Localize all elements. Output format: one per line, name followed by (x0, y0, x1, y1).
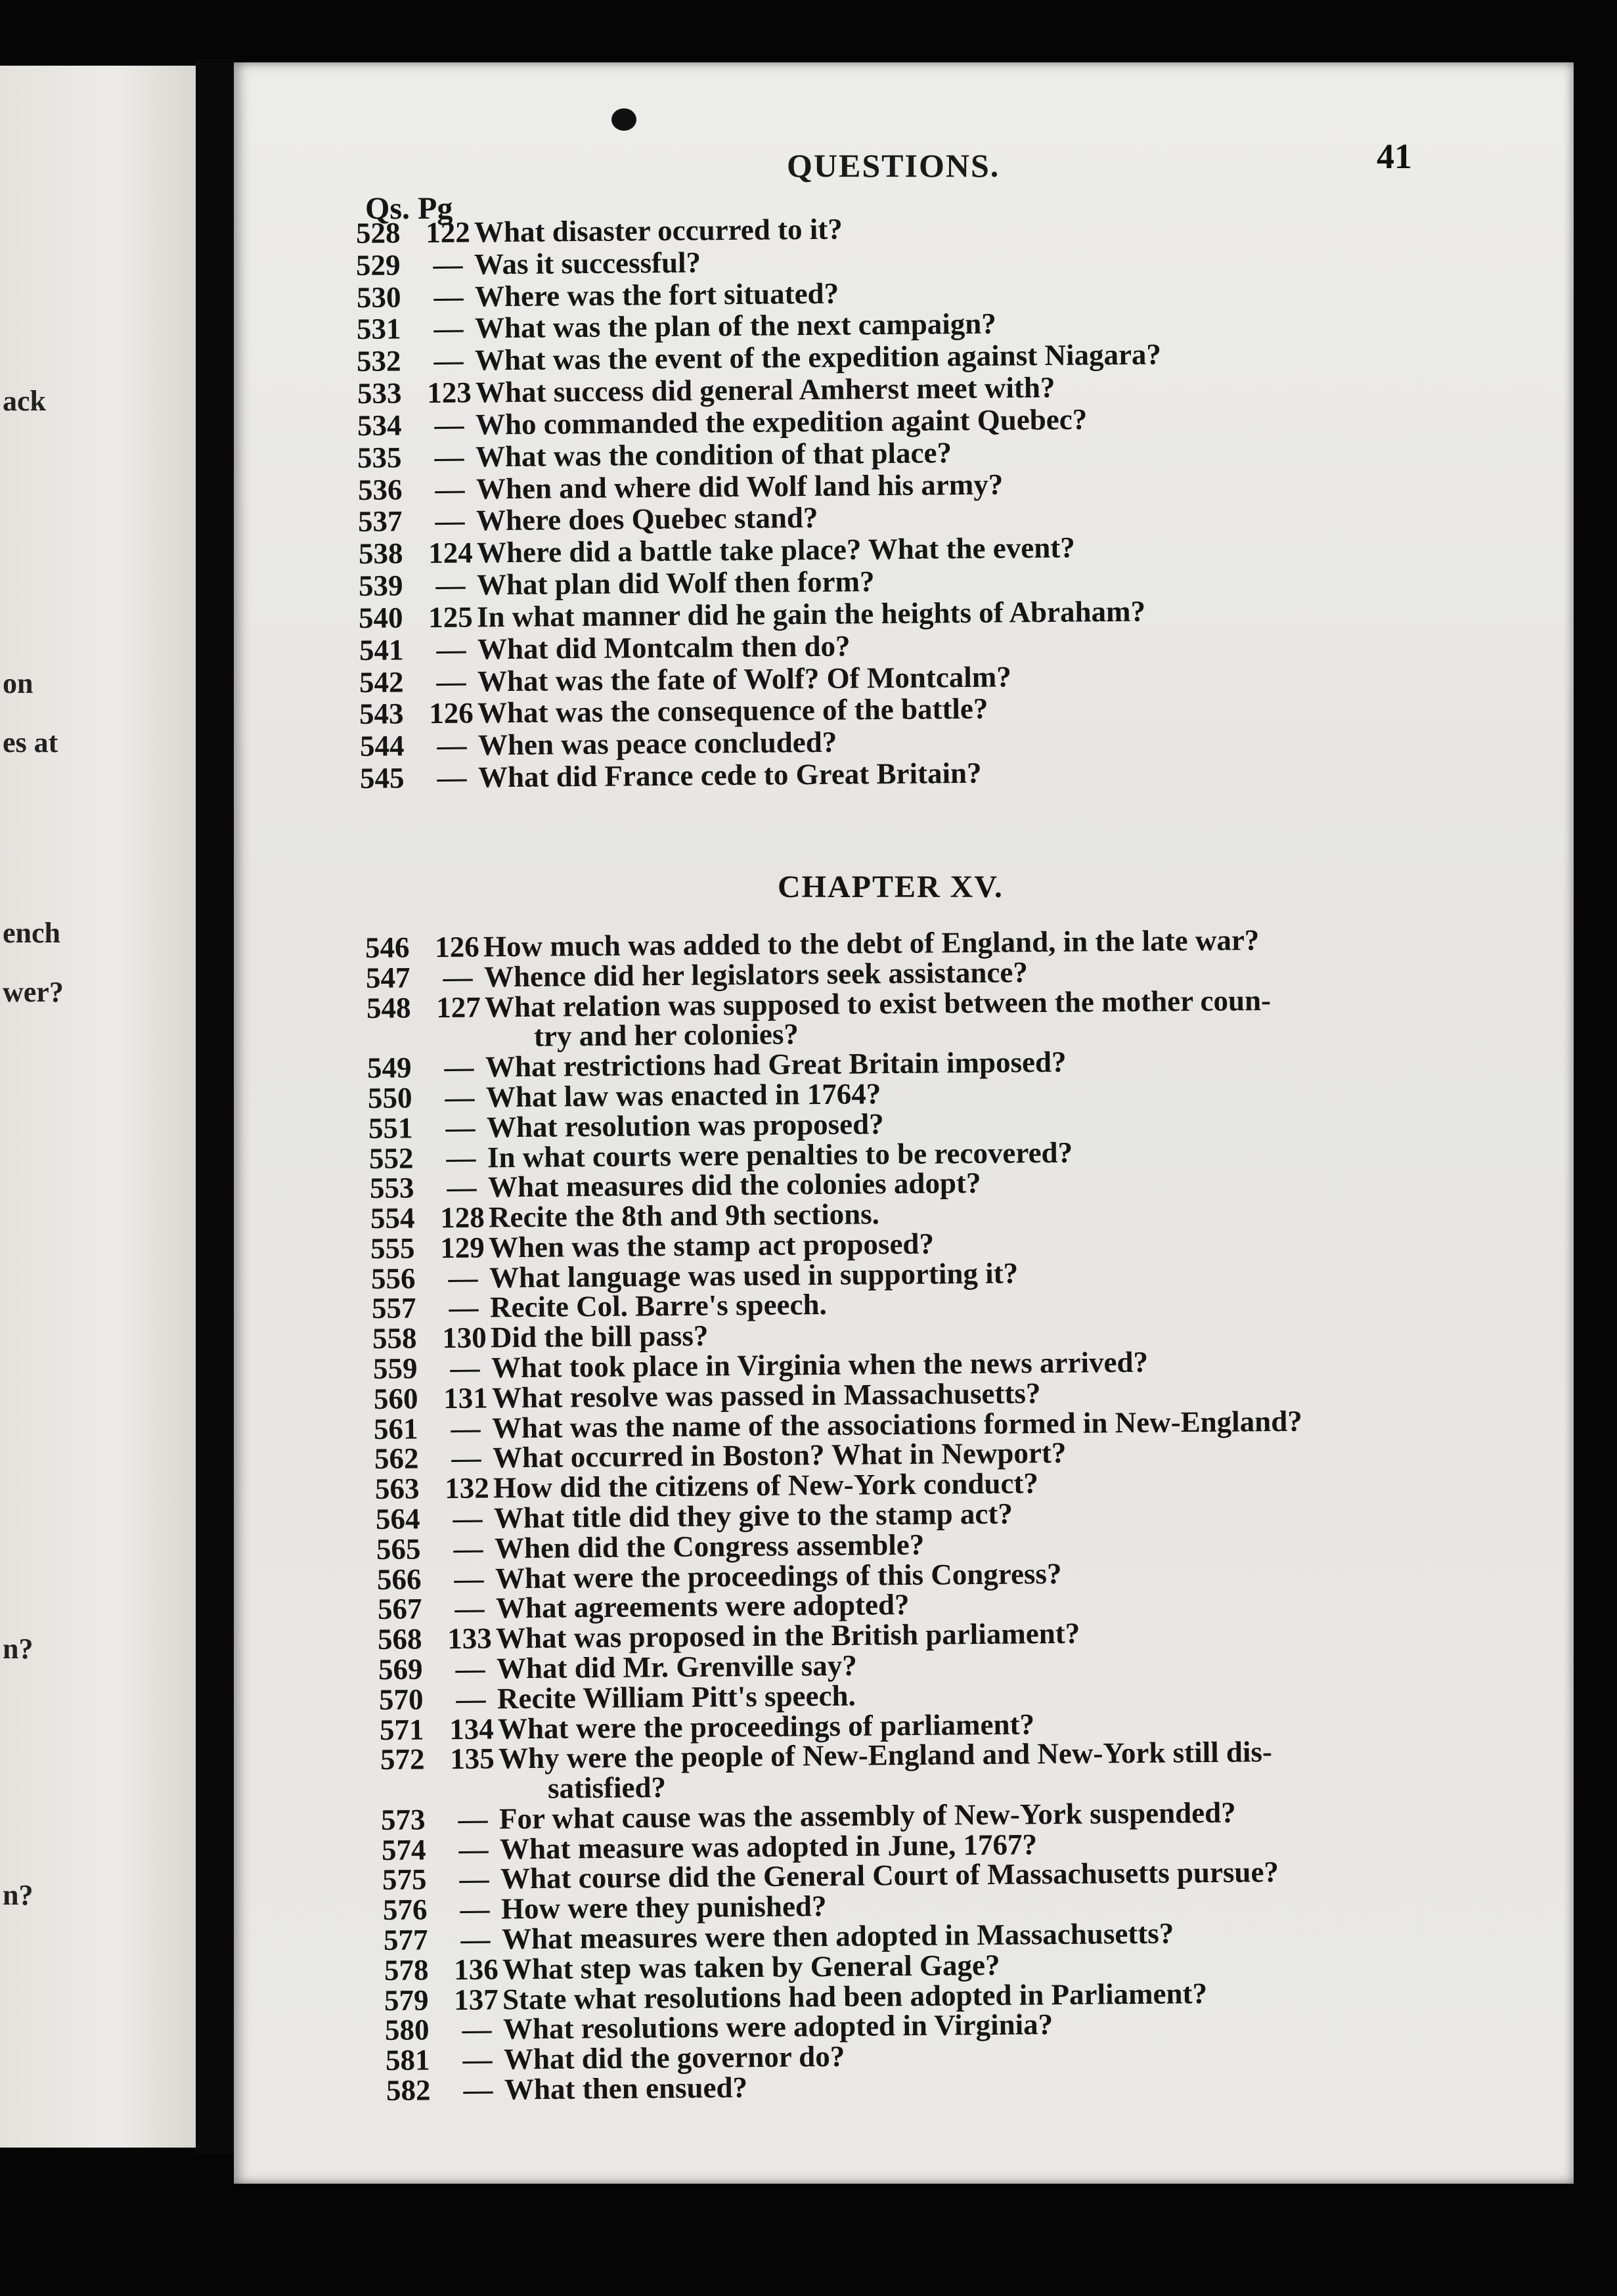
question-text: try and her colonies? (533, 1017, 799, 1053)
page-reference: — (451, 1441, 482, 1475)
question-text: Did the bill pass? (490, 1319, 709, 1354)
page-reference: — (444, 1050, 475, 1084)
page-reference: 127 (435, 990, 481, 1024)
page-reference: — (458, 1802, 489, 1836)
question-number: 555 (370, 1231, 416, 1265)
question-number: 532 (357, 344, 402, 378)
page-reference: — (433, 248, 464, 281)
question-number: 563 (374, 1472, 420, 1506)
question-text: Where does Quebec stand? (476, 501, 818, 537)
question-text: What did France cede to Great Britain? (477, 756, 982, 794)
question-number: 546 (365, 931, 410, 964)
page-reference: 133 (447, 1622, 493, 1656)
question-text: How were they punished? (500, 1889, 827, 1926)
question-text: What resolutions were adopted in Virginia? (503, 2008, 1053, 2046)
page-reference: — (460, 1892, 490, 1926)
question-text: Recite William Pitt's speech. (497, 1679, 856, 1715)
page-reference: — (433, 343, 464, 378)
question-text: Recite the 8th and 9th sections. (488, 1197, 879, 1234)
question-number: 574 (382, 1833, 426, 1866)
page-reference: — (436, 665, 466, 698)
question-text: What were the proceedings of this Congress? (495, 1556, 1062, 1595)
page-reference: — (450, 1351, 480, 1385)
question-text: What did Mr. Grenville say? (496, 1648, 858, 1685)
page-reference: — (455, 1652, 485, 1685)
question-number: 559 (372, 1352, 418, 1386)
question-number: 547 (365, 961, 410, 994)
page-reference: — (447, 1170, 477, 1204)
page-reference: 131 (443, 1381, 488, 1415)
question-number: 580 (385, 2013, 430, 2047)
page-reference: 124 (428, 536, 473, 570)
question-text: What measures were then adopted in Massachusetts? (501, 1916, 1174, 1956)
page-reference: — (434, 408, 464, 441)
page-reference: — (456, 1682, 486, 1715)
page-reference: — (454, 1591, 485, 1625)
question-text: Who commanded the expedition againt Quebec? (475, 403, 1088, 441)
question-number: 570 (378, 1683, 424, 1716)
left-page-fragment: ench (3, 917, 60, 949)
question-number: 541 (359, 633, 404, 667)
question-text: What plan did Wolf then form? (476, 565, 875, 602)
question-number: 569 (378, 1652, 423, 1686)
page-reference: 128 (439, 1201, 485, 1235)
question-number: 553 (369, 1171, 414, 1205)
question-number: 531 (356, 312, 401, 346)
question-number: 573 (381, 1803, 426, 1836)
question-number: 536 (357, 472, 403, 506)
question-text: What occurred in Boston? What in Newport? (493, 1436, 1067, 1474)
question-text: What resolution was proposed? (486, 1107, 884, 1144)
page-reference: 126 (429, 696, 474, 730)
question-number: 572 (380, 1742, 425, 1777)
question-number: 564 (375, 1502, 420, 1535)
question-number: 578 (384, 1953, 429, 1987)
question-number: 565 (376, 1532, 421, 1566)
ink-blot (611, 108, 636, 131)
question-text: Where was the fort situated? (474, 276, 839, 313)
question-number: 552 (368, 1141, 414, 1175)
question-number: 529 (356, 248, 401, 282)
page-reference: — (462, 2012, 493, 2046)
question-number: 537 (357, 504, 403, 539)
question-text: Was it successful? (474, 246, 701, 281)
question-number: 533 (357, 376, 402, 410)
question-text: What relation was supposed to exist between the mother coun- (484, 983, 1271, 1024)
question-text: What measures did the colonies adopt? (487, 1166, 981, 1204)
left-page-fragment: wer? (3, 976, 64, 1008)
question-text: What took place in Virginia when the news arrived? (491, 1345, 1148, 1384)
question-text: What step was taken by General Gage? (502, 1948, 1000, 1986)
question-text: What course did the General Court of Massachusetts pursue? (500, 1855, 1279, 1895)
question-number: 530 (356, 280, 401, 314)
page-reference: — (445, 1111, 476, 1144)
question-text: Why were the people of New-England and New-York still dis- (498, 1735, 1272, 1775)
page-reference: — (453, 1501, 483, 1535)
page-reference: 132 (445, 1471, 490, 1505)
question-text: What law was enacted in 1764? (485, 1077, 881, 1114)
page-reference: — (443, 960, 473, 994)
question-number: 561 (374, 1412, 419, 1446)
question-number: 576 (382, 1893, 428, 1927)
book-gutter (196, 59, 234, 2154)
question-text: How much was added to the debt of England, in the late war? (483, 923, 1260, 963)
question-text: How did the citizens of New-York conduct? (493, 1467, 1039, 1505)
question-number: 558 (372, 1321, 417, 1356)
question-text: What success did general Amherst meet with? (475, 370, 1055, 409)
question-text: When did the Congress assemble? (494, 1528, 925, 1565)
right-page (234, 62, 1574, 2184)
question-number: 566 (376, 1562, 422, 1596)
page-reference: — (463, 2073, 493, 2106)
page-reference: 129 (440, 1231, 485, 1264)
question-number: 549 (367, 1051, 412, 1085)
question-text: What was the condition of that place? (476, 435, 952, 474)
question-number: 538 (358, 537, 403, 571)
question-text: State what resolutions had been adopted in Parliament? (502, 1976, 1208, 2016)
question-text: In what courts were penalties to be recovered? (487, 1136, 1073, 1174)
question-number: 571 (379, 1712, 424, 1746)
question-text: When and where did Wolf land his army? (476, 468, 1004, 506)
question-number: 550 (367, 1081, 412, 1115)
question-number: 582 (386, 2073, 431, 2107)
page-reference: — (448, 1261, 478, 1294)
page-reference: — (445, 1080, 475, 1114)
page-reference: — (436, 728, 467, 762)
left-page-fragment: es at (3, 726, 58, 759)
question-number: 535 (357, 441, 403, 474)
page-number: 41 (1377, 137, 1412, 176)
page-reference: 130 (441, 1321, 487, 1355)
question-number: 539 (358, 569, 403, 603)
page-reference: 125 (428, 600, 474, 634)
page-reference: — (437, 761, 467, 794)
question-text: What language was used in supporting it? (489, 1256, 1019, 1294)
question-number: 577 (383, 1923, 428, 1957)
question-text: What agreements were adopted? (495, 1588, 910, 1625)
page-reference: 137 (454, 1983, 499, 2016)
column-heading: Qs. Pg (365, 191, 453, 226)
page-reference: — (446, 1141, 476, 1174)
left-page-fragment: ack (3, 385, 46, 417)
question-text: What disaster occurred to it? (474, 212, 843, 249)
page-reference: — (453, 1532, 483, 1565)
left-facing-page (0, 66, 196, 2148)
page-reference: — (434, 440, 465, 474)
page-reference: — (460, 1922, 491, 1956)
question-number: 542 (359, 665, 404, 699)
question-number: 567 (377, 1592, 422, 1626)
page-reference: 136 (453, 1953, 498, 1986)
question-text: What was the name of the associations formed in New-England? (492, 1404, 1303, 1445)
left-page-fragment: on (3, 667, 33, 699)
question-number: 581 (385, 2043, 430, 2077)
question-text: satisfied? (547, 1771, 666, 1805)
question-number: 545 (359, 761, 405, 795)
page-reference: — (433, 312, 464, 345)
page-reference: — (453, 1562, 484, 1595)
question-number: 562 (374, 1442, 420, 1476)
question-text: What did the governor do? (503, 2040, 845, 2076)
page-reference: 122 (426, 215, 470, 250)
question-number: 579 (384, 1983, 430, 2017)
question-number: 554 (370, 1201, 415, 1235)
page-reference: — (462, 2042, 493, 2077)
question-number: 543 (359, 697, 404, 731)
question-text: What was the event of the expedition against Niagara? (475, 338, 1162, 377)
question-number: 551 (368, 1111, 413, 1145)
question-number: 544 (359, 729, 405, 763)
page-reference: — (435, 504, 465, 538)
question-text: What restrictions had Great Britain imposed? (485, 1045, 1067, 1084)
question-number: 557 (371, 1291, 416, 1325)
question-text: What was the plan of the next campaign? (474, 307, 997, 345)
question-text: What were the proceedings of parliament? (497, 1707, 1035, 1745)
page-header: QUESTIONS. (787, 147, 1000, 184)
question-row (360, 755, 982, 797)
question-text: What measure was adopted in June, 1767? (500, 1827, 1038, 1866)
page-reference: — (449, 1291, 479, 1325)
page-reference: — (451, 1411, 481, 1445)
question-text: What was proposed in the British parliament? (496, 1616, 1080, 1655)
question-number: 528 (355, 216, 401, 250)
left-page-fragment: n? (3, 1633, 33, 1665)
question-text: What title did they give to the stamp act? (493, 1497, 1013, 1535)
page-reference: — (435, 568, 466, 602)
question-text: For what cause was the assembly of New-York suspended? (499, 1796, 1237, 1836)
question-text: When was peace concluded? (477, 725, 837, 762)
page-reference: — (458, 1832, 489, 1866)
page-reference: — (433, 280, 464, 313)
page-reference: 134 (449, 1712, 494, 1746)
question-text: In what manner did he gain the heights of Abraham? (477, 594, 1146, 634)
question-text: When was the stamp act proposed? (489, 1227, 935, 1264)
question-number: 534 (357, 408, 402, 442)
page-reference: 123 (426, 376, 472, 410)
question-text: What did Montcalm then do? (477, 629, 851, 666)
question-text: What was the fate of Wolf? Of Montcalm? (477, 659, 1011, 697)
chapter-heading: CHAPTER XV. (778, 870, 1004, 904)
question-text: What then ensued? (504, 2071, 748, 2106)
question-text: Where did a battle take place? What the event? (476, 531, 1075, 569)
question-row (386, 2069, 748, 2109)
question-text: What was the consequence of the battle? (477, 692, 988, 730)
page-reference: 126 (435, 930, 479, 964)
question-text: Recite Col. Barre's speech. (489, 1288, 828, 1324)
page-reference: — (435, 472, 465, 506)
question-text: What resolve was passed in Massachusetts? (491, 1376, 1041, 1415)
question-text: Whence did her legislators seek assistance? (483, 955, 1028, 994)
question-number: 540 (359, 601, 403, 634)
question-number: 556 (371, 1262, 416, 1295)
left-page-fragment: n? (3, 1879, 33, 1911)
page-reference: — (459, 1863, 489, 1896)
question-number: 548 (366, 990, 411, 1025)
question-number: 575 (382, 1863, 427, 1897)
question-number: 568 (378, 1622, 423, 1656)
page-reference: — (435, 632, 466, 666)
question-number: 560 (373, 1382, 418, 1415)
page-reference: 135 (449, 1742, 495, 1776)
